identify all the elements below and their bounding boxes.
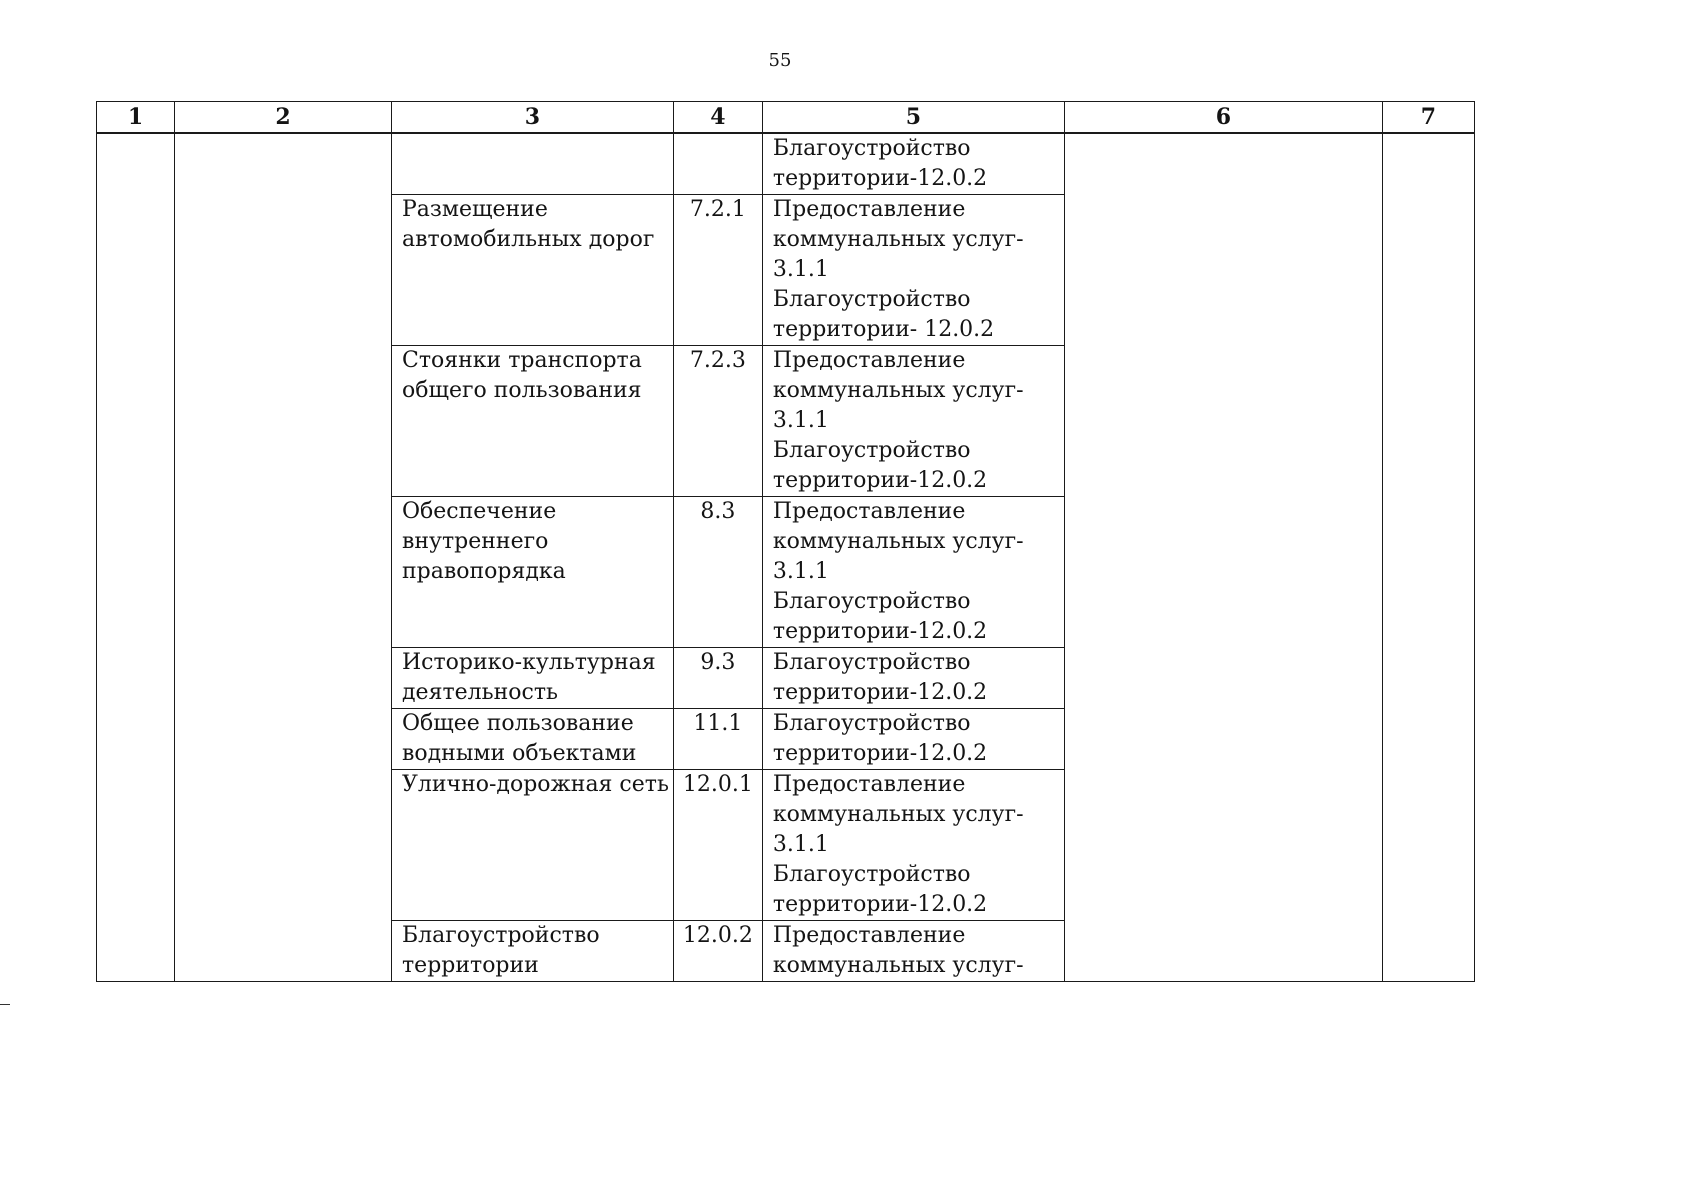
use-name-cell [392,770,674,921]
column-number: 3 [392,102,674,134]
text-line: водными объектами [402,741,637,766]
use-name-cell [392,195,674,346]
text-line: правопорядка [402,559,566,584]
text-line: 3.1.1 [772,257,829,282]
column-7-cell [1382,133,1474,982]
column-number: 4 [673,102,762,134]
edge-mark [0,1004,10,1005]
text-line: Размещение [402,197,548,222]
table-row [97,133,1475,195]
use-code-cell [673,133,762,195]
auxiliary-use-cell [762,770,1064,921]
auxiliary-use-cell [762,497,1064,648]
text-line: территории-12.0.2 [772,619,988,644]
text-line: Предоставление [772,348,966,373]
column-number: 7 [1382,102,1474,134]
text-line: Историко-культурная [402,650,656,675]
text-line: Улично-дорожная сеть [402,772,669,797]
text-line: Благоустройство [402,923,600,948]
column-number-row [97,102,1475,134]
text-line: территории-12.0.2 [772,892,988,917]
text-line: Благоустройство [772,136,971,161]
auxiliary-use-cell [762,709,1064,770]
text-line: автомобильных дорог [402,227,655,252]
use-code-cell: 9.3 [673,648,762,709]
text-line: Благоустройство [772,438,971,463]
use-code-cell: 8.3 [673,497,762,648]
land-use-table [96,101,1475,982]
text-line: Стоянки транспорта [402,348,642,373]
text-line: Предоставление [772,197,966,222]
text-line: общего пользования [402,378,642,403]
text-line: территории-12.0.2 [772,166,988,191]
text-line: Благоустройство [772,589,971,614]
text-line: Благоустройство [772,862,971,887]
text-line: территории-12.0.2 [772,468,988,493]
use-code-cell: 7.2.3 [673,346,762,497]
auxiliary-use-cell [762,133,1064,195]
use-name-cell [392,133,674,195]
text-line: внутреннего [402,529,549,554]
use-code-cell: 11.1 [673,709,762,770]
use-code-cell: 12.0.2 [673,921,762,982]
column-number: 2 [175,102,392,134]
text-line: территории-12.0.2 [772,741,988,766]
use-name-cell [392,648,674,709]
text-line: Предоставление [772,923,966,948]
text-line: коммунальных услуг- [772,802,1024,827]
column-1-cell [97,133,175,982]
use-code-cell: 12.0.1 [673,770,762,921]
text-line: 3.1.1 [772,408,829,433]
use-name-cell [392,346,674,497]
text-line: Благоустройство [772,711,971,736]
auxiliary-use-cell [762,648,1064,709]
text-line: Благоустройство [772,650,971,675]
use-name-cell [392,709,674,770]
text-line: 3.1.1 [772,559,829,584]
text-line: 3.1.1 [772,832,829,857]
text-line: коммунальных услуг- [772,378,1024,403]
text-line: Общее пользование [402,711,634,736]
text-line: Предоставление [772,499,966,524]
text-line: территории [402,953,539,978]
text-line: Благоустройство [772,287,971,312]
text-line: территории-12.0.2 [772,680,988,705]
text-line: Предоставление [772,772,966,797]
page-number: 55 [768,50,792,71]
use-name-cell [392,921,674,982]
column-2-cell [175,133,392,982]
text-line: коммунальных услуг- [772,953,1024,978]
column-number: 6 [1064,102,1382,134]
text-line: коммунальных услуг- [772,529,1024,554]
column-6-cell [1064,133,1382,982]
text-line: деятельность [402,680,558,705]
auxiliary-use-cell [762,195,1064,346]
auxiliary-use-cell [762,921,1064,982]
column-number: 1 [97,102,175,134]
text-line: территории- 12.0.2 [772,317,995,342]
use-code-cell: 7.2.1 [673,195,762,346]
text-line: Обеспечение [402,499,557,524]
text-line: коммунальных услуг- [772,227,1024,252]
auxiliary-use-cell [762,346,1064,497]
use-name-cell [392,497,674,648]
column-number: 5 [762,102,1064,134]
